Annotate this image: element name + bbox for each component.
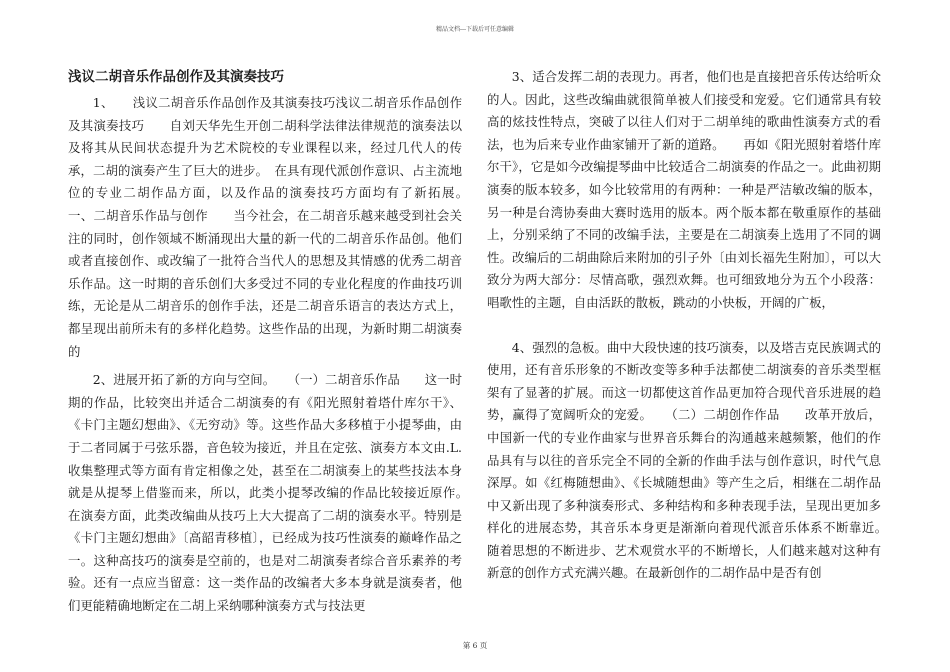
paragraph-1: 1、 浅议二胡音乐作品创作及其演奏技巧浅议二胡音乐作品创作及其演奏技巧 自刘天华先生开创二胡科学法律法律规范的演奏法以及将其从民间状态提升为艺术院校的专业课程以来，经过几代人的传承，二胡的演奏产生了巨大的进步。 在具有现代派创作意识、占主流地位的专业二胡作品方面，以及作品的演奏技巧方面均有了新拓展。 一、二胡音乐作品与创作 当今社会，在二胡音乐越来越受到社会关注的同时，创作领域不断涌现出大量的新一代的二胡音乐作品创。他们或者直接创作、或改编了一批符合当代人的思想及其情感的优秀二胡音乐作品。这一时期的音乐创们大多受过不同的专业化程度的作曲技巧训练，无论是从二胡音乐的创作手法，还是二胡音乐语言的表达方式上，都呈现出前所未有的多样化趋势。这些作品的出现，为新时期二胡演奏的 (68, 95, 487, 359)
article-title: 浅议二胡音乐作品创作及其演奏技巧 (68, 69, 284, 85)
paragraph-gap (487, 315, 881, 337)
page-header: 精品文档---下载后可任意编辑 (435, 26, 515, 33)
paragraph-4: 4、强烈的急板。曲中大段快速的技巧演奏，以及塔吉克民族调式的使用，还有音乐形象的不断改变等多种手法都使二胡演奏的音乐类型框架有了显著的扩展。而这一切都使这首作品更加符合现代音乐进展的趋势，赢得了宽阔听众的宠爱。 （二）二胡创作作品 改革开放后，中国新一代的专业作曲家与世界音乐舞台的沟通越来越频繁，他们的作品具有与以往的音乐完全不同的全新的作曲手法与创作意识，时代气息深厚。如《红梅随想曲》、《长城随想曲》等产生之后，相继在二胡作品中又新出现了多种演奏形式、多种结构和多种表现手法，呈现出更加多样化的进展态势，其音乐本身更是渐渐向着现代派音乐体系不断靠近。 随着思想的不断进步、艺术观赏水平的不断增长，人们越来越对这种有新意的创作方式充满兴趣。在最新创作的二胡作品中是否有创 (487, 339, 906, 581)
left-column (68, 66, 487, 618)
paragraph-3: 3、适合发挥二胡的表现力。再者，他们也是直接把音乐传达给听众的人。因此，这些改编曲就很简单被人们接受和宠爱。它们通常具有较高的炫技性特点，突破了以往人们对于二胡单纯的歌曲性演奏方式的看法，也为后来专业作曲家铺开了新的道路。 再如《阳光照射着塔什库尔干》，它是如今改编提琴曲中比较适合二胡演奏的作品之一。此曲初期演奏的版本较多，如今比较常用的有两种：一种是严洁敏改编的版本，另一种是台湾协奏曲大赛时选用的版本。两个版本都在敬重原作的基础上，分别采纳了不同的改编手法，主要是在二胡演奏上选用了不同的调性。改编后的二胡曲除后来附加的引子外〔由刘长福先生附加〕，可以大致分为两大部分：尽情高歌，强烈欢舞。也可细致地分为五个小段落：唱歌性的主题，自由活跃的散板，跳动的小快板，开阔的广板， (487, 69, 881, 310)
right-column (487, 66, 906, 585)
paragraph-2: 2、进展开拓了新的方向与空间。 （一）二胡音乐作品 这一时期的作品，比较突出并适合二胡演奏的有《阳光照射着塔什库尔干》、《卡门主题幻想曲》、《无穷动》等。这些作品大多移植于小提琴曲，由于二者同属于弓弦乐器，音色较为接近，并且在定弦、演奏方本文由.L.收集整理式等方面有肯定相像之处，甚至在二胡演奏上的某些技法本身就是从提琴上借鉴而来，所以，此类小提琴改编的作品比较接近原作。 在演奏方面，此类改编曲从技巧上大大提高了二胡的演奏水平。特别是《卡门主题幻想曲》〔高韶青移植〕，已经成为技巧性演奏的巅峰作品之一。这种高技巧的演奏是空前的，也是对二胡演奏者综合音乐素养的考验。还有一点应当留意：这一类作品的改编者大多本身就是演奏者，他们更能精确地断定在二胡上采纳哪种演奏方式与技法更 (68, 372, 487, 614)
page-number: 第 6 页 (462, 641, 488, 650)
